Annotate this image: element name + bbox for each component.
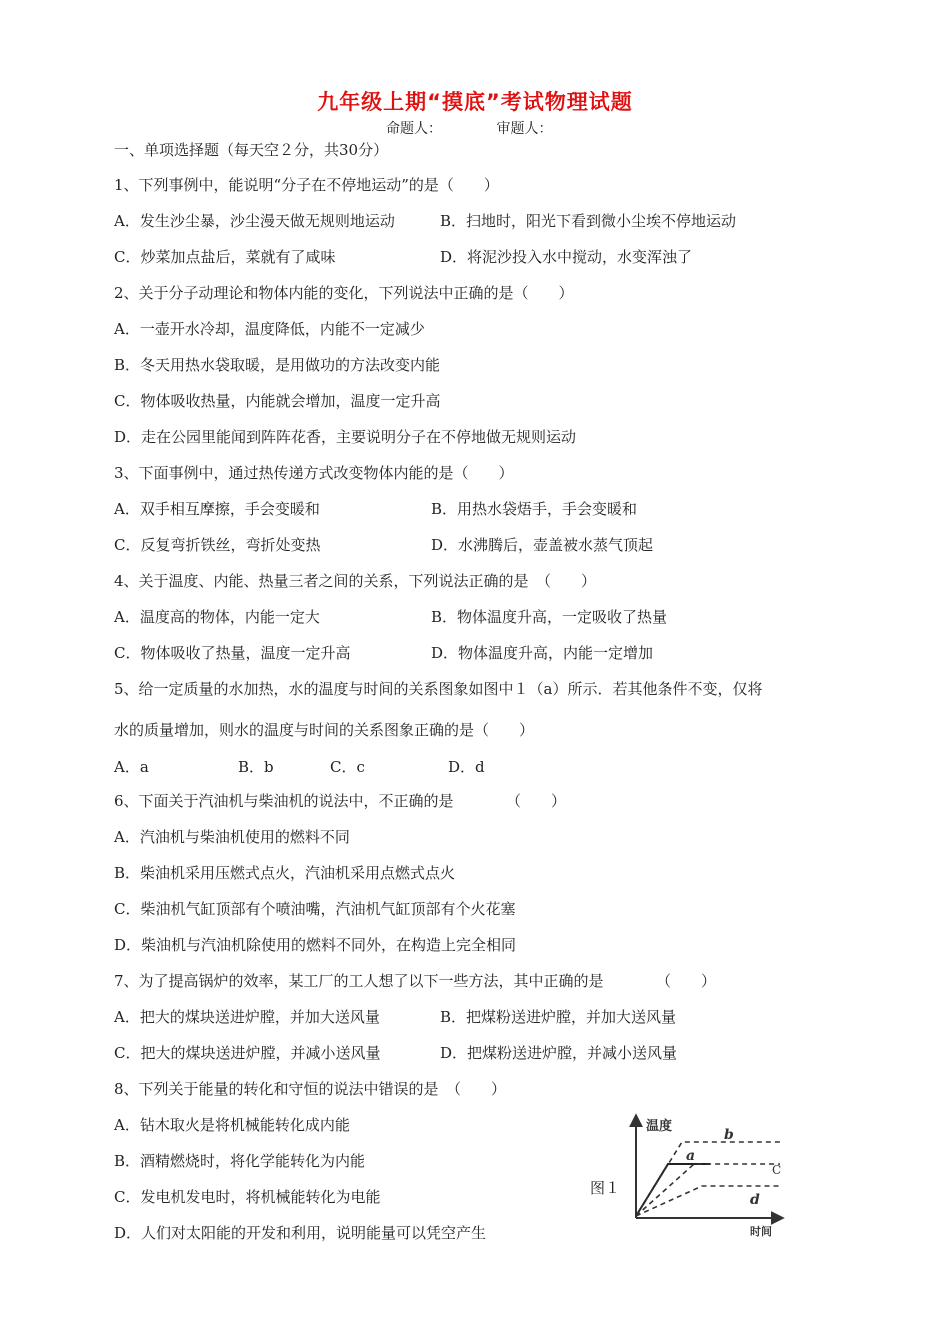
q4-option-a: A．温度高的物体，内能一定大	[114, 608, 320, 626]
q3-option-b: B．用热水袋焐手，手会变暖和	[431, 500, 638, 518]
exam-meta	[386, 118, 552, 138]
q6-option-d: D．柴油机与汽油机除使用的燃料不同外，在构造上完全相同	[114, 936, 517, 954]
q2-option-c: C．物体吸收热量，内能就会增加，温度一定升高	[114, 392, 441, 410]
q6-option-b: B．柴油机采用压燃式点火，汽油机采用点燃式点火	[114, 864, 456, 882]
curve-a	[636, 1164, 710, 1216]
curve-label-b: b	[724, 1127, 734, 1143]
q2-option-b: B．冬天用热水袋取暖，是用做功的方法改变内能	[114, 356, 441, 374]
q5-option-b: B．b	[238, 758, 274, 776]
q3-option-c: C．反复弯折铁丝，弯折处变热	[114, 536, 321, 554]
q1-option-d: D．将泥沙投入水中搅动，水变浑浊了	[440, 248, 693, 266]
q3-option-a: A．双手相互摩擦，手会变暖和	[114, 500, 320, 518]
q7-option-c: C．把大的煤块送进炉膛，并减小送风量	[114, 1044, 381, 1062]
q2-option-a: A．一壶开水冷却，温度降低，内能不一定减少	[114, 320, 425, 338]
q8-option-a: A．钻木取火是将机械能转化成内能	[114, 1116, 350, 1134]
q3-option-d: D．水沸腾后，壶盖被水蒸气顶起	[431, 536, 654, 554]
curve-label-d: d	[750, 1192, 760, 1208]
curve-c	[636, 1164, 780, 1216]
q7-option-b: B．把煤粉送进炉膛，并加大送风量	[440, 1008, 677, 1026]
q4-stem: 4、关于温度、内能、热量三者之间的关系，下列说法正确的是 （ ）	[114, 572, 597, 590]
q7-option-a: A．把大的煤块送进炉膛，并加大送风量	[114, 1008, 380, 1026]
q1-option-c: C．炒菜加点盐后，菜就有了咸味	[114, 248, 336, 266]
q8-option-b: B．酒精燃烧时，将化学能转化为内能	[114, 1152, 366, 1170]
temperature-time-figure	[628, 1108, 788, 1248]
y-axis-label: 温度	[646, 1119, 673, 1134]
q5-option-c: C．c	[330, 758, 365, 776]
q6-option-c: C．柴油机气缸顶部有个喷油嘴，汽油机气缸顶部有个火花塞	[114, 900, 516, 918]
q4-option-b: B．物体温度升高，一定吸收了热量	[431, 608, 668, 626]
q6-stem: 6、下面关于汽油机与柴油机的说法中，不正确的是 （ ）	[114, 792, 567, 810]
q1-option-b: B．扫地时，阳光下看到微小尘埃不停地运动	[440, 212, 737, 230]
q4-option-c: C．物体吸收了热量，温度一定升高	[114, 644, 351, 662]
q8-stem: 8、下列关于能量的转化和守恒的说法中错误的是 （ ）	[114, 1080, 507, 1098]
q8-option-d: D．人们对太阳能的开发和利用，说明能量可以凭空产生	[114, 1224, 487, 1242]
x-axis-label: 时间	[750, 1225, 772, 1238]
q3-stem: 3、下面事例中，通过热传递方式改变物体内能的是（ ）	[114, 464, 514, 482]
setter-label: 命题人：	[386, 121, 442, 137]
q7-option-d: D．把煤粉送进炉膛，并减小送风量	[440, 1044, 678, 1062]
reviewer-label: 审题人：	[496, 121, 553, 137]
q8-option-c: C．发电机发电时，将机械能转化为电能	[114, 1188, 381, 1206]
q5-stem-line1: 5、给一定质量的水加热，水的温度与时间的关系图象如图中１（a）所示．若其他条件不变，仅将	[114, 680, 763, 698]
q5-option-a: A．a	[114, 758, 149, 776]
q2-option-d: D．走在公园里能闻到阵阵花香，主要说明分子在不停地做无规则运动	[114, 428, 577, 446]
curve-label-a: a	[686, 1148, 696, 1164]
q2-stem: 2、关于分子动理论和物体内能的变化，下列说法中正确的是（ ）	[114, 284, 574, 302]
q7-stem: 7、为了提高锅炉的效率，某工厂的工人想了以下一些方法，其中正确的是 （ ）	[114, 972, 717, 990]
q1-stem: 1、下列事例中，能说明“分子在不停地运动”的是（ ）	[114, 176, 499, 194]
q6-option-a: A．汽油机与柴油机使用的燃料不同	[114, 828, 350, 846]
q5-stem-line2: 水的质量增加，则水的温度与时间的关系图象正确的是（ ）	[114, 721, 535, 739]
curve-label-c: C	[772, 1163, 782, 1177]
q1-option-a: A．发生沙尘暴，沙尘漫天做无规则地运动	[114, 212, 395, 230]
q4-option-d: D．物体温度升高，内能一定增加	[431, 644, 654, 662]
q5-option-d: D．d	[448, 758, 485, 776]
figure-caption: 图１	[590, 1179, 621, 1197]
page-title: 九年级上期“摸底”考试物理试题	[317, 90, 633, 114]
section-heading: 一、单项选择题（每天空２分，共30分）	[114, 141, 389, 159]
